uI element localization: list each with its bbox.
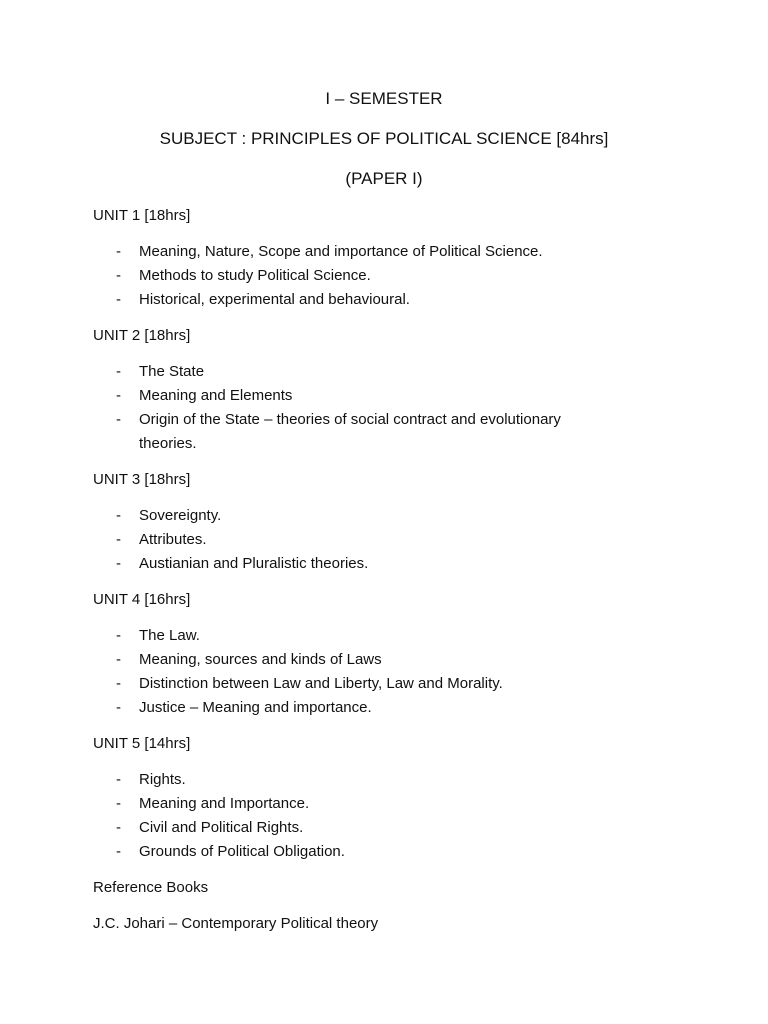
list-item-text: Meaning and Importance. [139,795,310,812]
list-item-text: Grounds of Political Obligation. [139,843,345,860]
list-item [93,672,653,696]
list-item [93,528,653,552]
bullet-dash: - [116,627,121,644]
bullet-dash: - [116,267,121,284]
bullet-dash: - [116,651,121,668]
list-item [93,360,653,384]
paper-title: (PAPER I) [345,169,423,188]
list-item [93,408,653,456]
list-item-text: Austianian and Pluralistic theories. [139,555,369,572]
list-item-text: Meaning, Nature, Scope and importance of Political Science. [139,243,543,260]
bullet-dash: - [116,795,121,812]
list-item-text: Justice – Meaning and importance. [139,699,372,716]
list-item-text: Distinction between Law and Liberty, Law and Morality. [139,675,503,692]
unit-1-heading: UNIT 1 [18hrs] [93,207,191,224]
unit-4-heading: UNIT 4 [16hrs] [93,591,191,608]
unit-5-heading: UNIT 5 [14hrs] [93,735,191,752]
list-item-text: Attributes. [139,531,207,548]
list-item [93,792,653,816]
list-item-text: Historical, experimental and behavioural. [139,291,410,308]
bullet-dash: - [116,387,121,404]
list-item-text: Meaning and Elements [139,387,293,404]
list-item [93,840,653,864]
list-item-text: Sovereignty. [139,507,222,524]
unit-3-heading: UNIT 3 [18hrs] [93,471,191,488]
bullet-dash: - [116,411,121,428]
unit-2-heading: UNIT 2 [18hrs] [93,327,191,344]
bullet-dash: - [116,843,121,860]
list-item-text: The Law. [139,627,200,644]
list-item [93,264,653,288]
list-item [93,552,653,576]
list-item-text: Origin of the State – theories of social contract and evolutionary theories. [139,411,561,452]
bullet-dash: - [116,291,121,308]
bullet-dash: - [116,363,121,380]
list-item [93,288,653,312]
list-item [93,384,653,408]
list-item-text: Meaning, sources and kinds of Laws [139,651,382,668]
list-item [93,816,653,840]
list-item-text: Methods to study Political Science. [139,267,371,284]
bullet-dash: - [116,243,121,260]
list-item-text: The State [139,363,205,380]
reference-books-heading: Reference Books [93,879,209,896]
list-item [93,240,653,264]
list-item-text: Rights. [139,771,186,788]
bullet-dash: - [116,507,121,524]
list-item [93,648,653,672]
list-item-text: Civil and Political Rights. [139,819,304,836]
bullet-dash: - [116,675,121,692]
list-item [93,768,653,792]
list-item [93,504,653,528]
bullet-dash: - [116,555,121,572]
bullet-dash: - [116,771,121,788]
bullet-dash: - [116,699,121,716]
list-item [93,696,653,720]
list-item [93,624,653,648]
subject-title: SUBJECT : PRINCIPLES OF POLITICAL SCIENCE [84hrs] [159,129,609,148]
reference-entry: J.C. Johari – Contemporary Political theory [93,915,379,932]
bullet-dash: - [116,819,121,836]
semester-title: I – SEMESTER [325,89,443,108]
bullet-dash: - [116,531,121,548]
